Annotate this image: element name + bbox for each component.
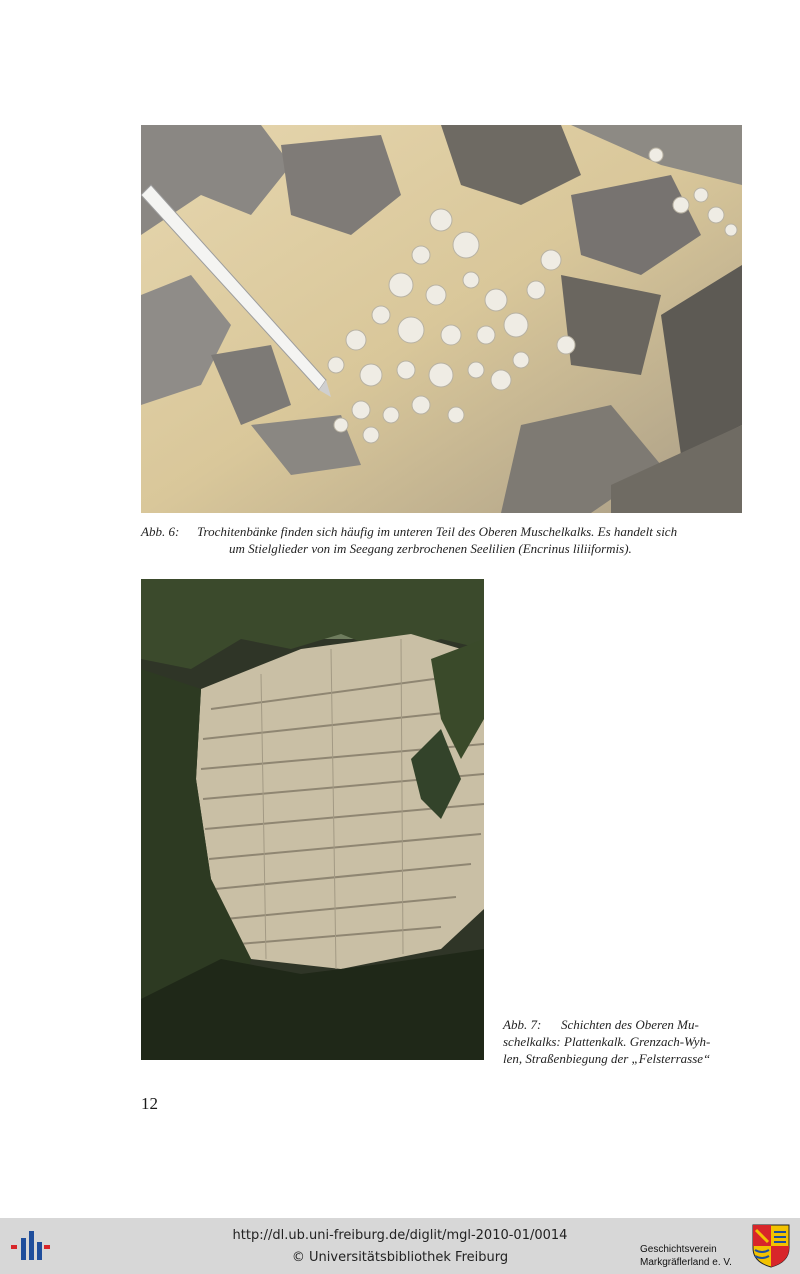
page-number: 12 [141,1094,158,1113]
coat-of-arms-icon [752,1224,790,1268]
figure-6-photo [141,125,742,513]
figure-7-photo [141,579,484,1060]
footer-url-link[interactable]: http://dl.ub.uni-freiburg.de/diglit/mgl-2010-01/0014 [232,1228,568,1243]
figure-7-caption-line2: schelkalks: Plattenkalk. Grenzach-Wyh- [503,1034,711,1049]
figure-6-caption-line2: um Stielglieder von im Seegang zerbrochenen Seelilien (Encrinus liliiformis). [229,541,632,556]
footer-copyright: © Universitätsbibliothek Freiburg [291,1250,509,1265]
figure-6-caption-line1: Trochitenbänke finden sich häufig im unteren Teil des Oberen Muschelkalks. Es handelt sich [197,524,678,539]
figure-6-label: Abb. 6: [141,524,180,539]
footer-bar [0,1218,800,1274]
figure-6-caption [141,523,745,557]
figure-7-caption-line1: Schichten des Oberen Mu- [561,1017,699,1032]
society-name-line2: Markgräflerland e. V. [640,1257,732,1268]
figure-7-caption [503,1016,743,1067]
figure-7-caption-line3: len, Straßenbiegung der „Felsterrasse“ [503,1051,711,1066]
society-name [640,1243,748,1269]
society-name-line1: Geschichtsverein [640,1244,717,1255]
figure-7-label: Abb. 7: [503,1017,542,1032]
